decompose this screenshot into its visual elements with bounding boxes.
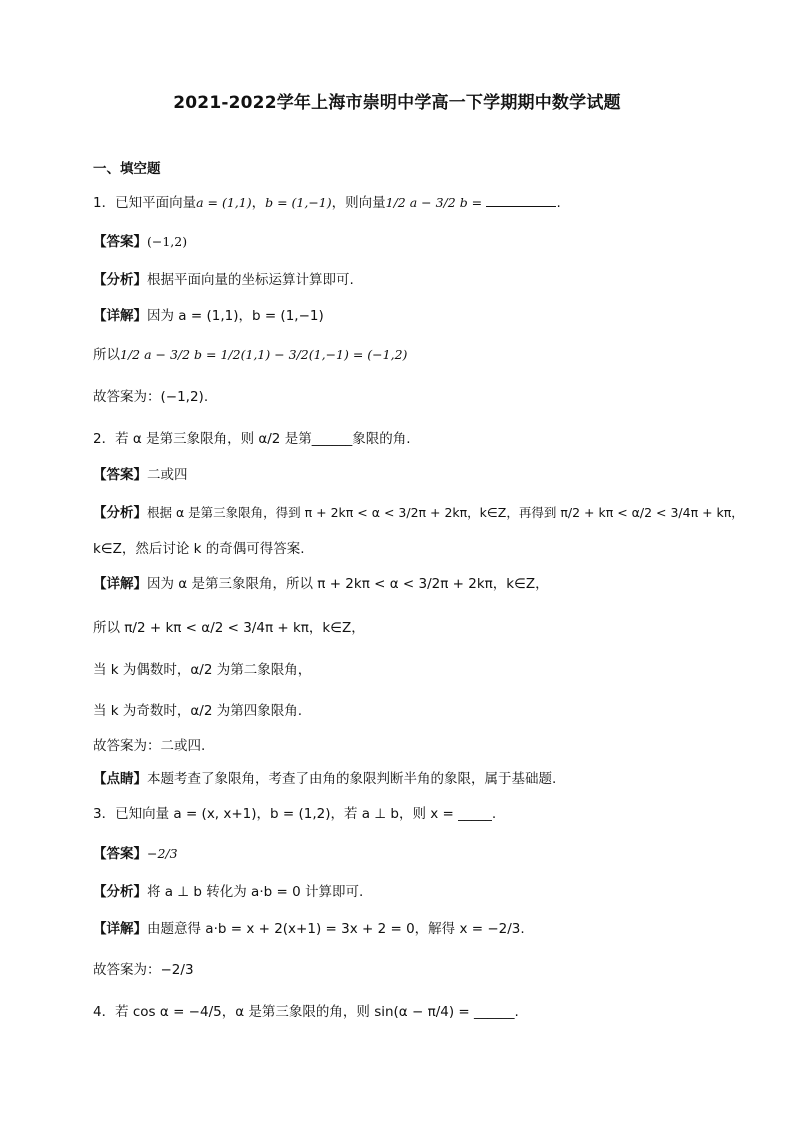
q1-final: 故答案为：(−1,2). bbox=[93, 389, 209, 405]
q1-detail2-prefix: 所以 bbox=[93, 347, 120, 363]
q2-analysis2: k∈Z，然后讨论 k 的奇偶可得答案. bbox=[93, 541, 305, 557]
q2-analysis-line bbox=[93, 507, 744, 521]
q1-detail-line bbox=[93, 310, 324, 324]
q4-stem: 4．若 cos α = −4/5，α 是第三象限的角，则 sin(α − π/4) = ______. bbox=[93, 1004, 519, 1020]
q2-answer: 二或四 bbox=[147, 467, 188, 483]
q1-stem: 1．已知平面向量a = (1,1)，b = (1,−1)，则向量1/2 a − 3/2 b = . bbox=[93, 195, 561, 211]
q3-answer: −2/3 bbox=[147, 846, 178, 861]
q2-detail4: 当 k 为奇数时，α/2 为第四象限角. bbox=[93, 703, 303, 719]
q2-detail2: 所以 π/2 + kπ < α/2 < 3/4π + kπ，k∈Z， bbox=[93, 620, 365, 636]
q3-analysis: 将 a ⊥ b 转化为 a·b = 0 计算即可. bbox=[147, 884, 364, 900]
q3-analysis-tag: 【分析】 bbox=[93, 884, 147, 900]
q3-detail-tag: 【详解】 bbox=[93, 921, 147, 937]
q3-stem: 3．已知向量 a = (x, x+1)，b = (1,2)，若 a ⊥ b，则 x = _____. bbox=[93, 806, 497, 822]
q1-a-def: a = (1,1) bbox=[196, 195, 252, 210]
q1-detail2: 1/2 a − 3/2 b = 1/2(1,1) − 3/2(1,−1) = (−1,2) bbox=[120, 347, 408, 362]
q2-comment: 本题考查了象限角，考查了由角的象限判断半角的象限，属于基础题. bbox=[147, 771, 557, 787]
q1-b-def: b = (1,−1) bbox=[265, 195, 332, 210]
q3-analysis-line bbox=[93, 886, 363, 900]
q2-comment-tag: 【点睛】 bbox=[93, 771, 147, 787]
q1-analysis: 根据平面向量的坐标运算计算即可. bbox=[147, 272, 354, 288]
q2-detail3: 当 k 为偶数时，α/2 为第二象限角， bbox=[93, 662, 312, 678]
q3-detail-line bbox=[93, 923, 525, 937]
q1-analysis-line bbox=[93, 274, 354, 288]
q1-expr: 1/2 a − 3/2 b = bbox=[385, 195, 483, 210]
q1-analysis-tag: 【分析】 bbox=[93, 272, 147, 288]
q1-detail2-line bbox=[93, 349, 407, 363]
q2-stem: 2．若 α 是第三象限角，则 α/2 是第______象限的角. bbox=[93, 431, 411, 447]
q2-answer-tag: 【答案】 bbox=[93, 467, 147, 483]
q3-answer-tag: 【答案】 bbox=[93, 846, 147, 862]
section-heading: 一、填空题 bbox=[93, 161, 161, 177]
q2-answer-line bbox=[93, 469, 188, 483]
q2-analysis-tag: 【分析】 bbox=[93, 505, 147, 521]
q3-final: 故答案为：−2/3 bbox=[93, 962, 194, 978]
q2-analysis1: 根据 α 是第三象限角，得到 π + 2kπ < α < 3/2π + 2kπ，k∈Z，再得到 π/2 + kπ < α/2 < 3/4π + kπ， bbox=[147, 505, 744, 520]
q1-stem-mid: ，则向量 bbox=[331, 195, 386, 211]
q1-answer-blank bbox=[486, 194, 556, 207]
q3-answer-line bbox=[93, 848, 178, 862]
q1-detail-tag: 【详解】 bbox=[93, 308, 147, 324]
q2-detail1: 因为 α 是第三象限角，所以 π + 2kπ < α < 3/2π + 2kπ，k∈Z， bbox=[147, 576, 549, 592]
q2-final: 故答案为：二或四. bbox=[93, 738, 206, 754]
q3-detail: 由题意得 a·b = x + 2(x+1) = 3x + 2 = 0，解得 x = −2/3. bbox=[147, 921, 525, 937]
q1-answer: (−1,2) bbox=[147, 234, 188, 249]
document-title: 2021-2022学年上海市崇明中学高一下学期期中数学试题 bbox=[173, 93, 621, 113]
q1-answer-line bbox=[93, 236, 187, 250]
q2-comment-line bbox=[93, 773, 556, 787]
q1-answer-tag: 【答案】 bbox=[93, 234, 147, 250]
q1-detail: 因为 a = (1,1)，b = (1,−1) bbox=[147, 308, 324, 324]
q1-stem-prefix: 1．已知平面向量 bbox=[93, 195, 197, 211]
q2-detail-tag: 【详解】 bbox=[93, 576, 147, 592]
q2-detail-line bbox=[93, 578, 549, 592]
